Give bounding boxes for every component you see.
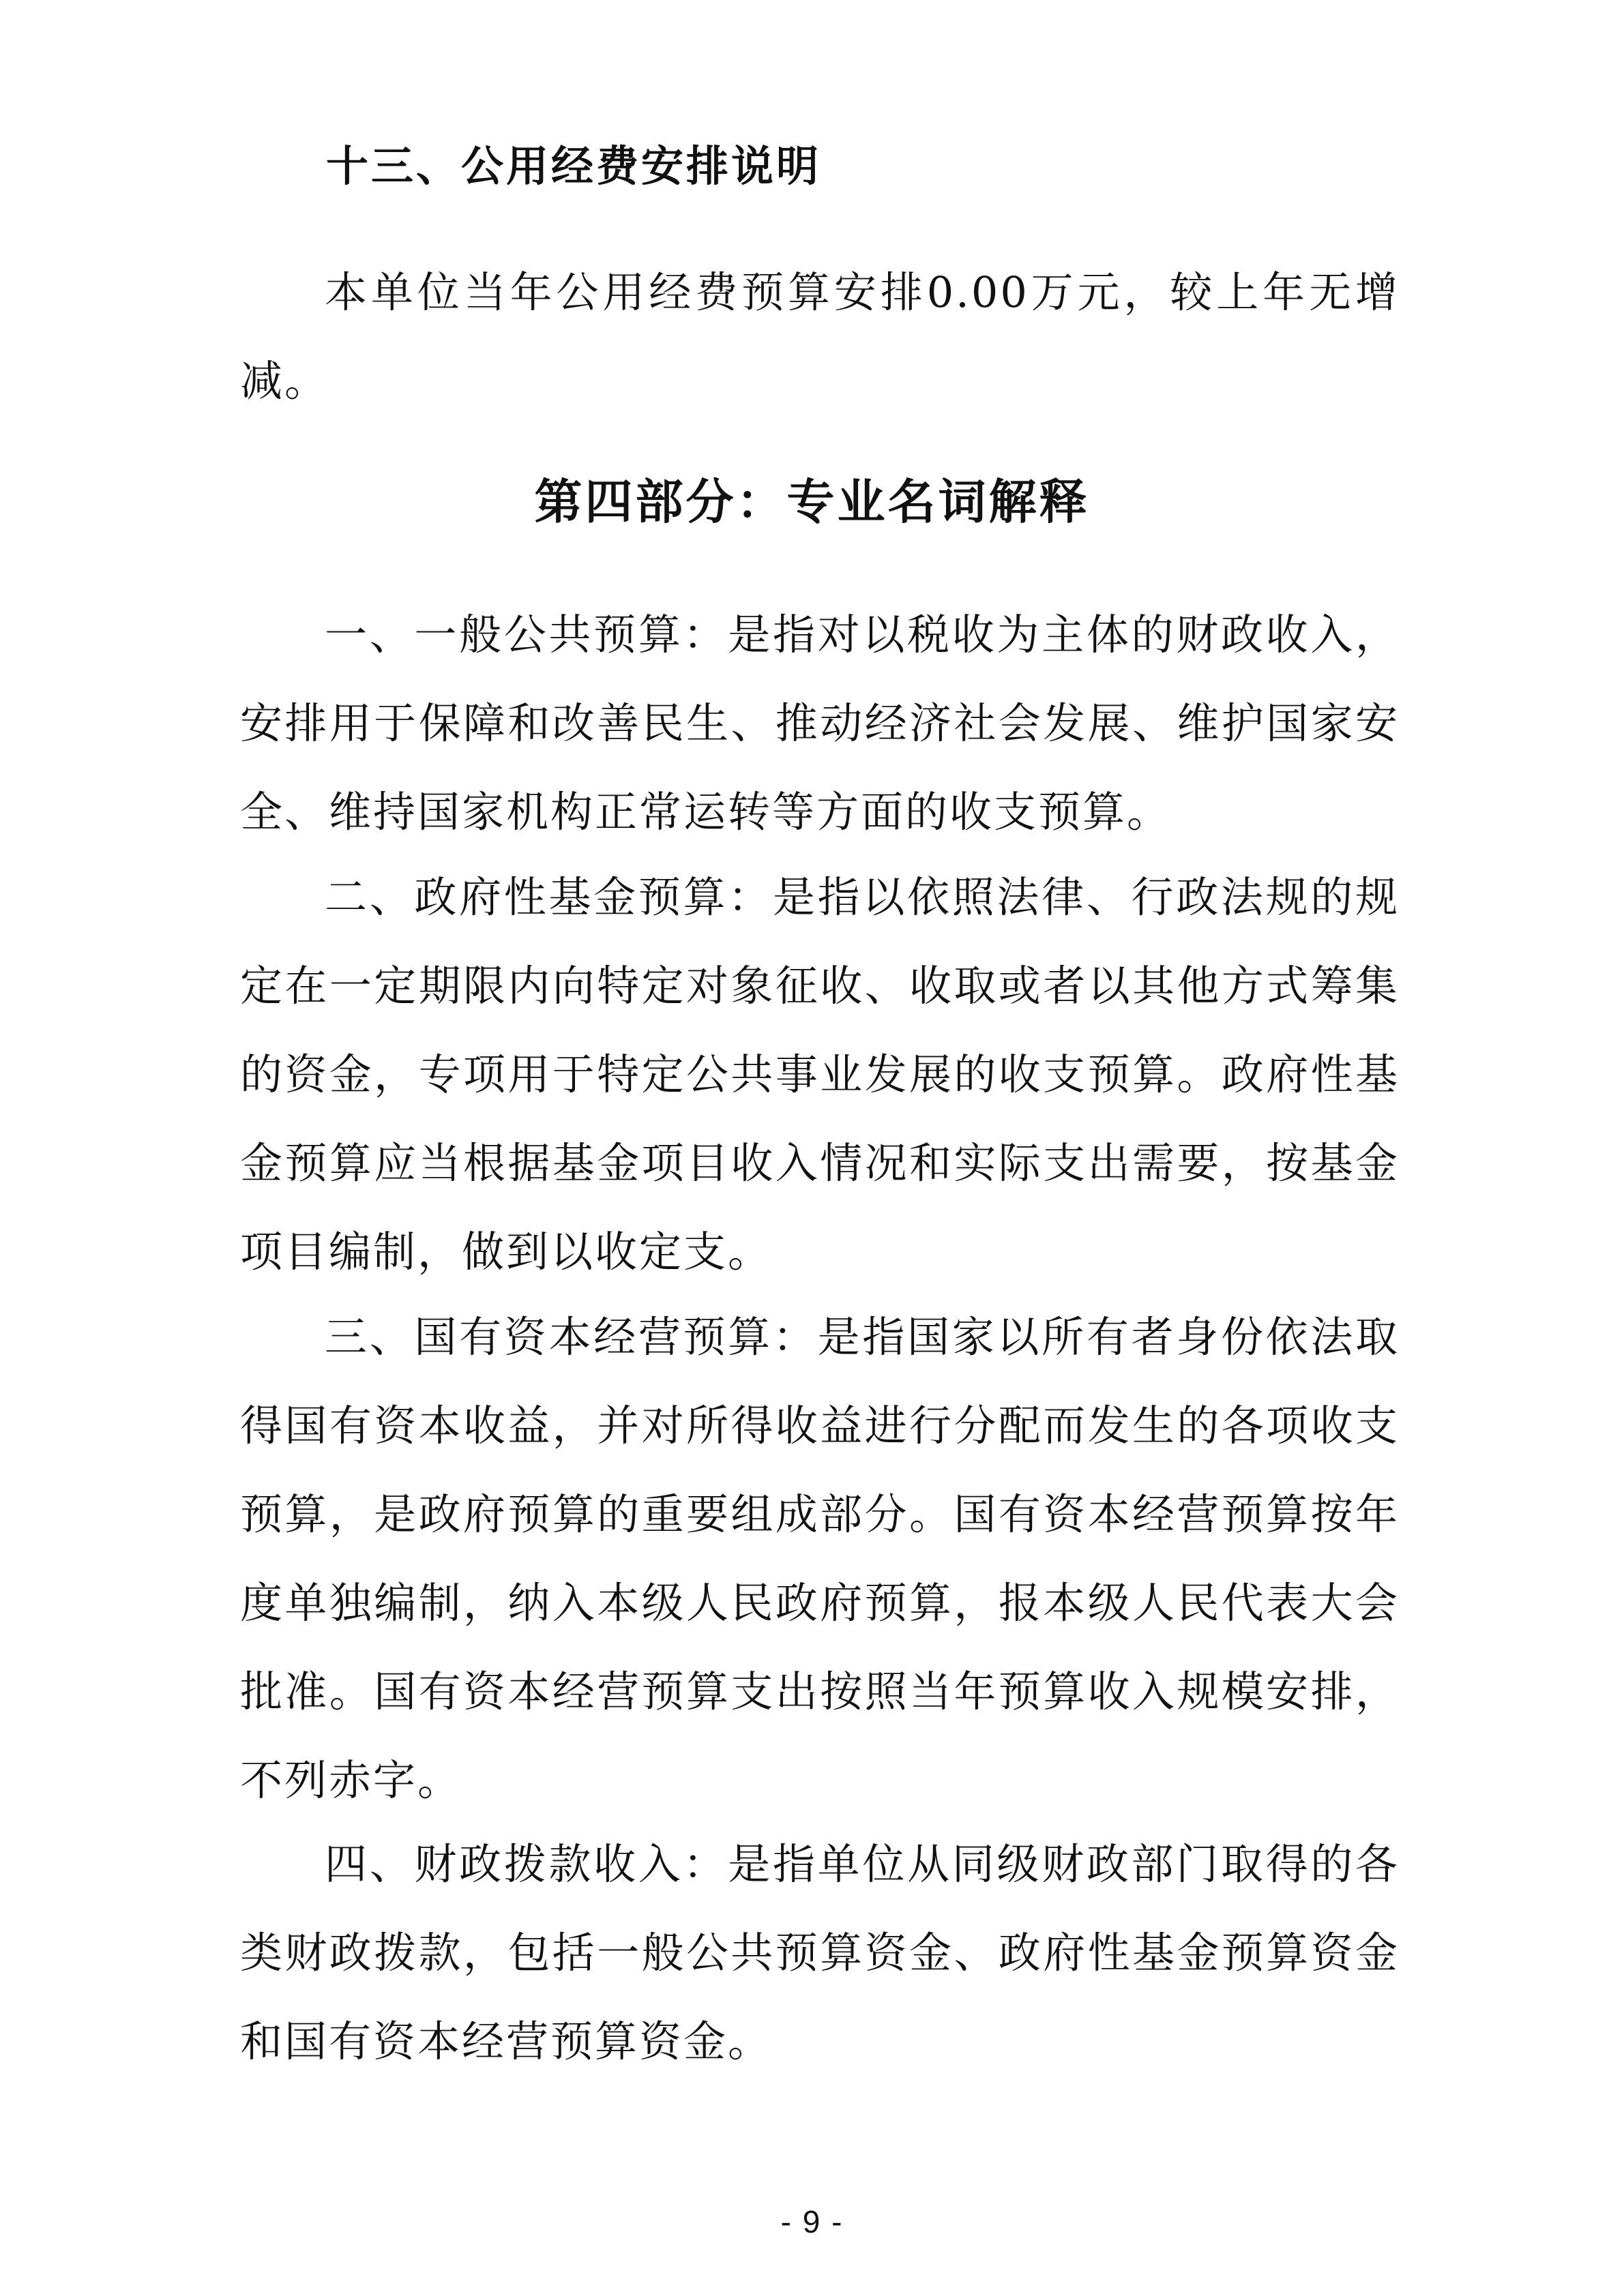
term-text: 四、财政拨款收入：是指单位从同级财政部门取得的各类财政拨款，包括一般公共预算资金、政府性基金预算资金和国有资本经营预算资金。	[240, 1839, 1400, 2066]
term-government-fund-budget	[240, 853, 1400, 1296]
part-title: 第四部分：专业名词解释	[534, 474, 1090, 530]
term-text: 一、一般公共预算：是指对以税收为主体的财政收入，安排用于保障和改善民生、推动经济社会发展、维护国家安全、维持国家机构正常运转等方面的收支预算。	[240, 610, 1400, 837]
term-text: 三、国有资本经营预算：是指国家以所有者身份依法取得国有资本收益，并对所得收益进行分配而发生的各项收支预算，是政府预算的重要组成部分。国有资本经营预算按年度单独编制，纳入本级人民政府预算，报本级人民代表大会批准。国有资本经营预算支出按照当年预算收入规模安排，不列赤字。	[240, 1312, 1400, 1805]
term-text: 二、政府性基金预算：是指以依照法律、行政法规的规定在一定期限内向特定对象征收、收取或者以其他方式筹集的资金，专项用于特定公共事业发展的收支预算。政府性基金预算应当根据基金项目收入情况和实际支出需要，按基金项目编制，做到以收定支。	[240, 872, 1400, 1277]
paragraph-text: 本单位当年公用经费预算安排0.00万元，较上年无增减。	[240, 267, 1400, 406]
page-number: - 9 -	[780, 2204, 844, 2239]
term-state-capital-budget	[240, 1293, 1400, 1825]
section-heading: 十三、公用经费安排说明	[326, 141, 822, 191]
paragraph-public-expense	[240, 248, 1400, 426]
term-general-public-budget	[240, 591, 1400, 856]
term-fiscal-appropriation-income	[240, 1820, 1400, 2086]
